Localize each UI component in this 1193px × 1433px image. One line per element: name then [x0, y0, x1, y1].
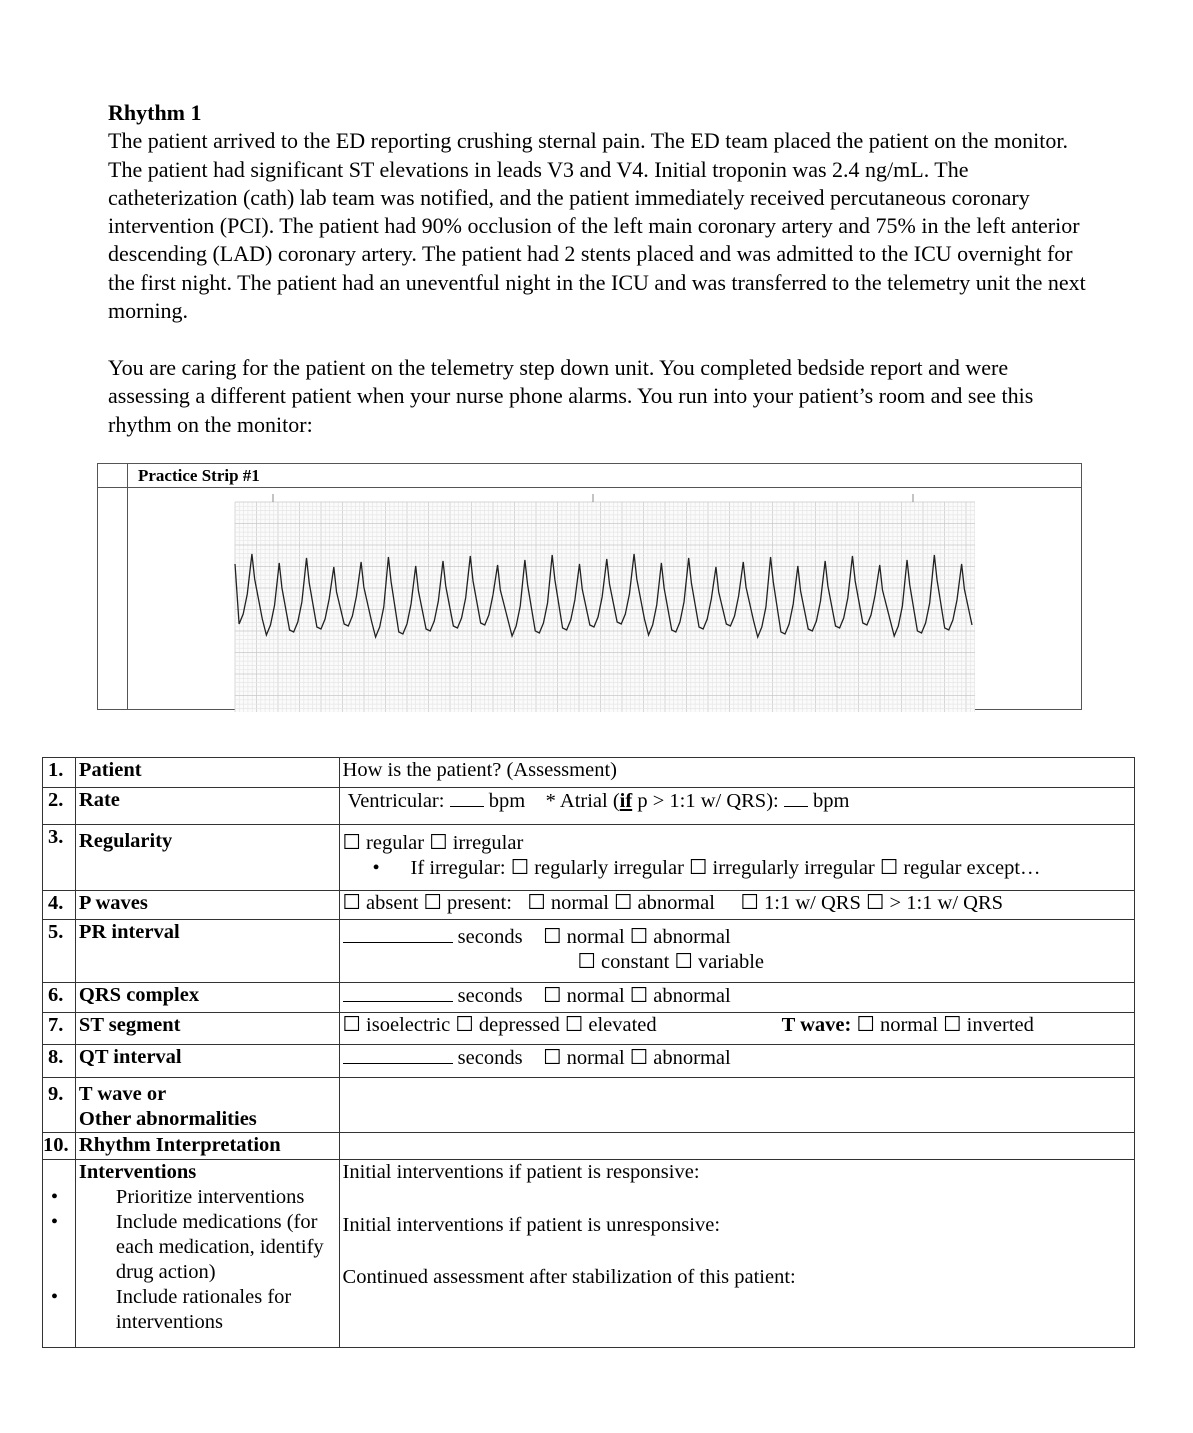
- rhythm-heading: Rhythm 1: [108, 100, 202, 125]
- row-patient: 1. Patient How is the patient? (Assessment): [43, 758, 1135, 788]
- ecg-strip: [233, 494, 983, 714]
- p-wave-options[interactable]: ☐ absent ☐ present: ☐ normal ☐ abnormal ☐ 1:1 w/ QRS ☐ > 1:1 w/ QRS: [339, 891, 1134, 920]
- atrial-rate-blank[interactable]: [784, 788, 808, 807]
- qrs-blank[interactable]: [343, 983, 453, 1002]
- scenario-text-1: The patient arrived to the ED reporting crushing sternal pain. The ED team placed the patient on the monitor. The patient had significant ST elevations in leads V3 and V4. Initial troponin was 2.4 ng/mL. The catheterization (cath) lab team was notified, and the patient immediately received percutaneous coronary intervention (PCI). The patient had 90% occlusion of the left main coronary artery and 75% in the left anterior descending (LAD) coronary artery. The patient had 2 stents placed and was admitted to the ICU overnight for the first night. The patient had an uneventful night in the ICU and was transferred to the telemetry unit the next morning.: [108, 128, 1086, 324]
- row-rhythm-interpretation: 10. Rhythm Interpretation: [43, 1133, 1135, 1160]
- row-p-waves: 4. P waves ☐ absent ☐ present: ☐ normal ☐ abnormal ☐ 1:1 w/ QRS ☐ > 1:1 w/ QRS: [43, 891, 1135, 920]
- pr-interval-blank[interactable]: [343, 924, 453, 943]
- scenario-paragraph-1: [108, 99, 1088, 325]
- row-interventions: Interventions • Prioritize interventions • Include medications (for each medication, identify drug action) • Include rationales for interventions Initial interventions if patient is responsive: Initial interventions if patient is unresponsive: Continued assessment after stabilization of this patient:: [43, 1160, 1135, 1348]
- row-pr-interval: 5. PR interval seconds ☐ normal ☐ abnormal ☐ constant ☐ variable: [43, 920, 1135, 983]
- t-wave-answer[interactable]: [339, 1078, 1134, 1133]
- qt-blank[interactable]: [343, 1045, 453, 1064]
- row-regularity: 3. Regularity ☐ regular ☐ irregular • If irregular: ☐ regularly irregular ☐ irregularly irregular ☐ regular except…: [43, 825, 1135, 891]
- interpretation-answer[interactable]: [339, 1133, 1134, 1160]
- ventricular-rate-blank[interactable]: [450, 788, 484, 807]
- row-qt-interval: 8. QT interval seconds ☐ normal ☐ abnormal: [43, 1045, 1135, 1078]
- regularity-options[interactable]: ☐ regular ☐ irregular: [342, 832, 524, 854]
- strip-title: Practice Strip #1: [138, 466, 260, 485]
- row-qrs: 6. QRS complex seconds ☐ normal ☐ abnormal: [43, 983, 1135, 1013]
- scenario-paragraph-2: You are caring for the patient on the telemetry step down unit. You completed bedside report and were assessing a different patient when your nurse phone alarms. You run into your patient’s room and see this rhythm on the monitor:: [108, 355, 1034, 437]
- row-rate: 2. Rate Ventricular: bpm * Atrial (if p > 1:1 w/ QRS): bpm: [43, 788, 1135, 825]
- assessment-table: [42, 757, 1135, 1348]
- row-t-wave: 9. T wave or Other abnormalities: [43, 1078, 1135, 1133]
- irregular-options[interactable]: • If irregular: ☐ regularly irregular ☐ irregularly irregular ☐ regular except…: [343, 856, 1131, 881]
- row-st-segment: 7. ST segment ☐ isoelectric ☐ depressed ☐ elevated T wave: ☐ normal ☐ inverted: [43, 1013, 1135, 1045]
- practice-strip: [97, 463, 1082, 710]
